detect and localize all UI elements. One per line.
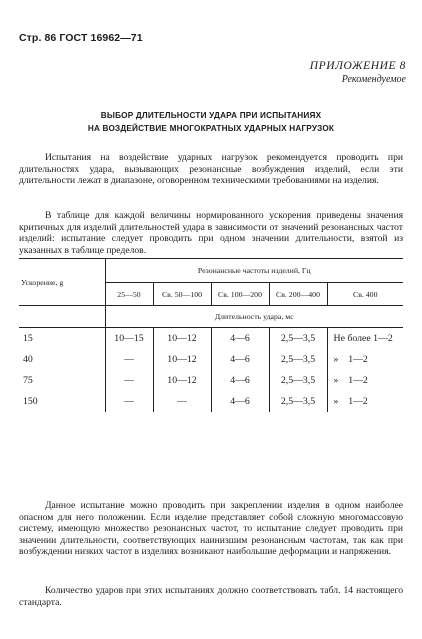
duration-cell: — [153, 391, 211, 412]
duration-cell: 10—12 [153, 349, 211, 370]
duration-cell: Не более 1—2 [327, 328, 403, 350]
duration-cell: 10—15 [105, 328, 153, 350]
duration-cell: 4—6 [211, 349, 269, 370]
duration-cell: — [105, 391, 153, 412]
paragraph-table-note: В таблице для каждой величины нормированного ускорения приведены значения критичных для изделий длительностей удара в зависимости от значений резонансных частот изделий: испытание следует проводить при одном значении длительности, взятой из указанных в таблице пределов. [19, 210, 403, 256]
duration-cell: 10—12 [153, 328, 211, 350]
document-title [0, 110, 422, 135]
freq-column: Св. 100—200 [211, 283, 269, 306]
shock-duration-table [19, 258, 403, 412]
freq-column: Св. 400 [327, 283, 403, 306]
acceleration-value: 150 [23, 396, 38, 407]
acceleration-value: 40 [23, 354, 33, 365]
duration-cell: 4—6 [211, 391, 269, 412]
appendix-subtitle: Рекомендуемое [341, 74, 406, 85]
paragraph-mounting: Данное испытание можно проводить при закреплении изделия в одном наиболее опасном для него положении. Если изделие представляет собой сложную многомассовую систему, имеющую множество резонансных частот, то испытание следует проводить при значении длительности, соответствующих наинизшим резонансным частотам, так как при возбуждении низких частот в изделиях возникают наибольшие деформации и напряжения. [19, 500, 403, 558]
duration-cell: 2,5—3,5 [269, 328, 327, 350]
table-row [19, 349, 403, 370]
appendix-label [310, 60, 406, 85]
page-reference: Стр. 86 ГОСТ 16962—71 [19, 32, 143, 44]
paragraph-intro: Испытания на воздействие ударных нагрузок рекомендуется проводить при длительностях удара, вызывающих резонансные возбуждения изделий, если эти длительности лежат в диапазоне, оговоренном техническими требованиями на изделия. [19, 152, 403, 187]
duration-cell: 10—12 [153, 370, 211, 391]
duration-cell: » 1—2 [327, 349, 403, 370]
freq-column: 25—50 [105, 283, 153, 306]
duration-cell: » 1—2 [327, 391, 403, 412]
table-row [19, 328, 403, 350]
duration-header-row [19, 306, 403, 328]
duration-cell: 2,5—3,5 [269, 349, 327, 370]
table-row [19, 370, 403, 391]
acceleration-value: 15 [23, 333, 33, 344]
duration-header: Длительность удара, мс [105, 306, 403, 328]
duration-cell: 2,5—3,5 [269, 370, 327, 391]
title-line-2: НА ВОЗДЕЙСТВИЕ МНОГОКРАТНЫХ УДАРНЫХ НАГРУЗОК [87, 123, 335, 133]
duration-cell: » 1—2 [327, 370, 403, 391]
freq-column: Св. 50—100 [153, 283, 211, 306]
duration-cell: 4—6 [211, 370, 269, 391]
table-header-row [19, 259, 403, 283]
title-line-1: ВЫБОР ДЛИТЕЛЬНОСТИ УДАРА ПРИ ИСПЫТАНИЯХ [100, 111, 322, 120]
acceleration-value: 75 [23, 375, 33, 386]
paragraph-shock-count: Количество ударов при этих испытаниях должно соответствовать табл. 14 настоящего стандарта. [19, 585, 403, 608]
duration-cell: 4—6 [211, 328, 269, 350]
duration-cell: — [105, 370, 153, 391]
appendix-title: ПРИЛОЖЕНИЕ 8 [309, 60, 406, 72]
table-row [19, 391, 403, 412]
acceleration-header: Ускорение, g [19, 259, 105, 306]
duration-cell: 2,5—3,5 [269, 391, 327, 412]
duration-cell: — [105, 349, 153, 370]
frequency-header: Резонансные частоты изделий, Гц [105, 259, 403, 283]
freq-column: Св. 200—400 [269, 283, 327, 306]
